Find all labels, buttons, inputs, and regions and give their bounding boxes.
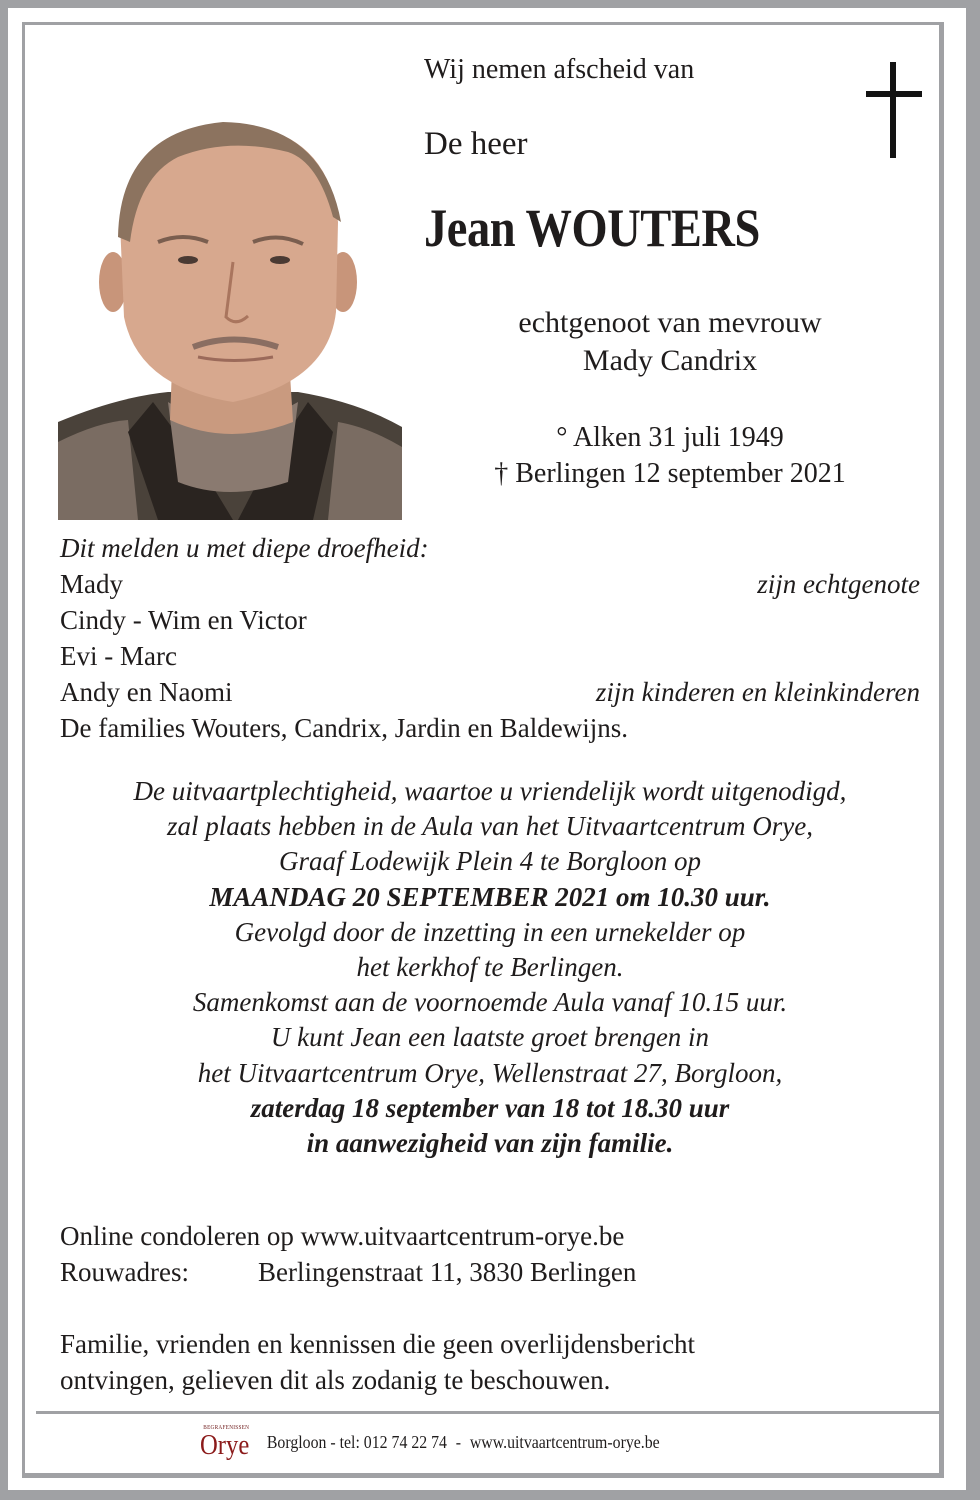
mourner-row xyxy=(60,602,920,638)
death-date: Berlingen 12 september 2021 xyxy=(515,458,846,489)
logo-text: Orye xyxy=(200,1429,250,1461)
mourner-row xyxy=(60,674,920,710)
death-symbol: † xyxy=(494,458,509,489)
birth-symbol: ° xyxy=(556,422,568,453)
spouse-relation: echtgenoot van mevrouw xyxy=(518,306,822,339)
online-condolence: Online condoleren op www.uitvaartcentrum-orye.be xyxy=(60,1221,625,1251)
notice-line: Familie, vrienden en kennissen die geen overlijdensbericht xyxy=(60,1329,696,1359)
death-line xyxy=(430,456,910,492)
mourning-address-line xyxy=(60,1254,636,1290)
spouse-block xyxy=(430,304,910,380)
mourner-names: Mady xyxy=(60,569,123,599)
mourner-names: Andy en Naomi xyxy=(60,677,233,707)
ceremony-line: zal plaats hebben in de Aula van het Uitvaartcentrum Orye, xyxy=(167,811,813,842)
footer-divider xyxy=(36,1411,944,1414)
birth-date: Alken 31 juli 1949 xyxy=(572,422,784,453)
ceremony-line: Gevolgd door de inzetting in een urnekelder op xyxy=(234,916,746,947)
footer xyxy=(200,1422,660,1462)
mourner-names: Cindy - Wim en Victor xyxy=(60,605,307,635)
dates-block xyxy=(430,420,910,492)
mourner-names: De families Wouters, Candrix, Jardin en Baldewijns. xyxy=(60,713,628,743)
mourners-intro: Dit melden u met diepe droefheid: xyxy=(60,533,429,563)
spouse-name: Mady Candrix xyxy=(582,344,758,377)
contact-block xyxy=(60,1218,636,1290)
ceremony-line: het kerkhof te Berlingen. xyxy=(356,952,624,983)
mourning-address: Berlingenstraat 11, 3830 Berlingen xyxy=(258,1257,637,1287)
cross-vertical-bar xyxy=(890,62,896,158)
footer-location-phone: Borgloon - tel: 012 74 22 74 xyxy=(266,1431,447,1452)
mourner-names: Evi - Marc xyxy=(60,641,177,671)
mourner-row xyxy=(60,710,920,746)
ceremony-block xyxy=(50,774,930,1161)
logo-subtext: BEGRAFENISSEN xyxy=(203,1424,250,1431)
ceremony-date-line: MAANDAG 20 SEPTEMBER 2021 om 10.30 uur. xyxy=(209,881,771,912)
notice-line: ontvingen, gelieven dit als zodanig te beschouwen. xyxy=(60,1365,611,1395)
footer-website[interactable]: www.uitvaartcentrum-orye.be xyxy=(469,1431,660,1452)
mourner-relation: zijn kinderen en kleinkinderen xyxy=(595,677,920,707)
cross-horizontal-bar xyxy=(866,91,922,97)
mourners-block xyxy=(60,530,920,746)
portrait-photo xyxy=(58,102,402,520)
mourner-row xyxy=(60,566,920,602)
orye-logo xyxy=(200,1425,249,1460)
footer-separator: - xyxy=(455,1431,462,1452)
visitation-note-line: in aanwezigheid van zijn familie. xyxy=(306,1128,674,1159)
mourning-address-label: Rouwadres: xyxy=(60,1257,189,1287)
birth-line xyxy=(430,420,910,456)
notice-block xyxy=(60,1326,695,1398)
cross-icon xyxy=(866,62,922,158)
portrait-illustration xyxy=(58,102,402,520)
intro-text: Wij nemen afscheid van xyxy=(424,54,695,85)
ceremony-line: het Uitvaartcentrum Orye, Wellenstraat 27, Borgloon, xyxy=(197,1057,783,1088)
mourner-relation: zijn echtgenote xyxy=(757,569,920,599)
mourner-row xyxy=(60,638,920,674)
title-prefix: De heer xyxy=(424,126,528,162)
ceremony-line: U kunt Jean een laatste groet brengen in xyxy=(270,1022,710,1053)
ceremony-line: Graaf Lodewijk Plein 4 te Borgloon op xyxy=(279,846,701,877)
visitation-date-line: zaterdag 18 september van 18 tot 18.30 uur xyxy=(250,1092,730,1123)
ceremony-line: De uitvaartplechtigheid, waartoe u vriendelijk wordt uitgenodigd, xyxy=(133,776,847,806)
deceased-name: Jean WOUTERS xyxy=(424,198,760,258)
ceremony-line: Samenkomst aan de voornoemde Aula vanaf 10.15 uur. xyxy=(192,987,788,1018)
